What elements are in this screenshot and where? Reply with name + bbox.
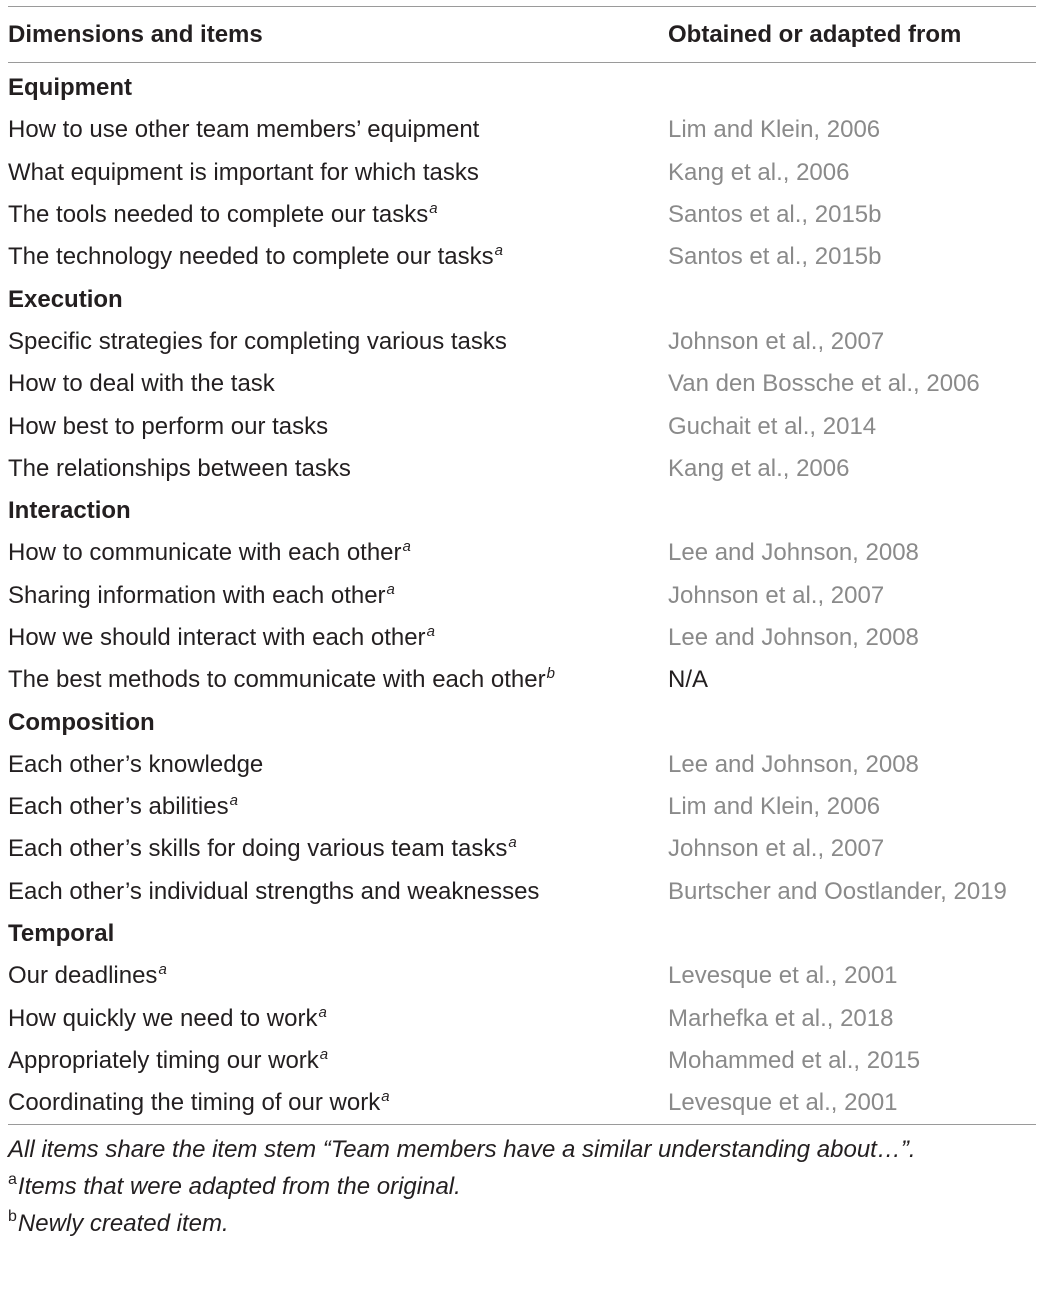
item-cell: [8, 539, 668, 567]
item-text: Each other’s knowledge: [8, 750, 264, 778]
item-cell: [8, 370, 668, 398]
table-row: [8, 744, 1036, 786]
item-text: How best to perform our tasks: [8, 412, 329, 440]
footnote-a-text: Items that were adapted from the original.: [17, 1173, 461, 1201]
section-heading-row: [8, 67, 1036, 109]
section-title: Equipment: [8, 74, 132, 102]
source-cell: Lim and Klein, 2006: [668, 116, 881, 144]
section-title: Interaction: [8, 497, 131, 525]
item-cell: [8, 328, 668, 356]
header-source: Obtained or adapted from: [668, 20, 962, 48]
item-cell: [8, 793, 668, 821]
footnote-a: [8, 1168, 1036, 1205]
source-cell: Kang et al., 2006: [668, 158, 850, 186]
section-heading-row: [8, 913, 1036, 955]
item-text: Each other’s individual strengths and weaknesses: [8, 877, 540, 905]
item-cell: [8, 878, 668, 906]
item-text: Coordinating the timing of our work: [8, 1089, 381, 1117]
item-text: Each other’s abilities: [8, 793, 229, 821]
table-footnotes: [8, 1125, 1036, 1242]
source-cell: Johnson et al., 2007: [668, 327, 885, 355]
source-cell: Guchait et al., 2014: [668, 412, 877, 440]
source-cell: Johnson et al., 2007: [668, 835, 885, 863]
item-footnote-mark: a: [381, 1088, 390, 1106]
table-row: [8, 575, 1036, 617]
table-row: [8, 236, 1036, 278]
table-row: [8, 194, 1036, 236]
item-cell: [8, 582, 668, 610]
item-text: Appropriately timing our work: [8, 1046, 319, 1074]
table-row: [8, 321, 1036, 363]
source-cell: Burtscher and Oostlander, 2019: [668, 877, 1007, 905]
section-heading-row: [8, 490, 1036, 532]
item-text: The technology needed to complete our tasks: [8, 243, 494, 271]
section-title: Composition: [8, 708, 155, 736]
source-cell: Santos et al., 2015b: [668, 201, 882, 229]
item-text: How to deal with the task: [8, 370, 275, 398]
item-text: Each other’s skills for doing various team tasks: [8, 835, 508, 863]
item-footnote-mark: a: [386, 580, 395, 598]
table-row: [8, 659, 1036, 701]
item-footnote-mark: a: [508, 834, 517, 852]
source-cell: Lim and Klein, 2006: [668, 793, 881, 821]
section-title: Execution: [8, 285, 123, 313]
item-footnote-mark: a: [426, 623, 435, 640]
item-footnote-mark: a: [158, 961, 167, 979]
source-cell: Van den Bossche et al., 2006: [668, 370, 980, 398]
source-cell: Lee and Johnson, 2008: [668, 624, 919, 651]
table-row: [8, 1082, 1036, 1124]
item-footnote-mark: a: [429, 200, 438, 218]
source-cell: Marhefka et al., 2018: [668, 1004, 894, 1032]
item-text: Specific strategies for completing various tasks: [8, 327, 507, 355]
item-text: How we should interact with each other: [8, 624, 426, 651]
item-footnote-mark: a: [319, 1045, 329, 1063]
section-heading-row: [8, 701, 1036, 743]
table-row: [8, 152, 1036, 194]
item-cell: [8, 243, 668, 271]
table-row: [8, 955, 1036, 997]
table-row: [8, 1040, 1036, 1082]
item-cell: [8, 1047, 668, 1075]
item-cell: [8, 1089, 668, 1117]
item-cell: [8, 201, 668, 229]
source-cell: Johnson et al., 2007: [668, 581, 885, 609]
item-cell: [8, 116, 668, 144]
table-row: [8, 405, 1036, 447]
table-row: [8, 617, 1036, 659]
table-header-row: [8, 7, 1036, 62]
item-cell: [8, 624, 668, 652]
item-cell: [8, 666, 668, 694]
item-cell: [8, 455, 668, 483]
item-cell: [8, 413, 668, 441]
source-cell: Lee and Johnson, 2008: [668, 539, 919, 567]
table-row: [8, 109, 1036, 151]
table-row: [8, 871, 1036, 913]
item-cell: [8, 835, 668, 863]
source-cell: N/A: [668, 666, 709, 694]
source-cell: Santos et al., 2015b: [668, 243, 882, 271]
table-row: [8, 828, 1036, 870]
source-cell: Lee and Johnson, 2008: [668, 750, 919, 778]
item-footnote-mark: a: [402, 538, 411, 556]
item-cell: [8, 751, 668, 779]
item-cell: [8, 159, 668, 187]
item-cell: [8, 962, 668, 990]
item-footnote-mark: b: [546, 665, 555, 683]
header-dimensions-items: Dimensions and items: [8, 20, 263, 48]
footnote-b: [8, 1205, 1036, 1242]
item-footnote-mark: a: [494, 242, 503, 260]
section-heading-row: [8, 278, 1036, 320]
item-text: How to use other team members’ equipment: [8, 116, 480, 144]
item-text: How quickly we need to work: [8, 1004, 318, 1032]
item-footnote-mark: a: [229, 792, 238, 810]
table-row: [8, 998, 1036, 1040]
item-cell: [8, 1005, 668, 1033]
item-text: How to communicate with each other: [8, 539, 402, 567]
item-text: Our deadlines: [8, 962, 158, 990]
source-cell: Levesque et al., 2001: [668, 962, 898, 990]
item-text: What equipment is important for which tasks: [8, 158, 479, 186]
section-title: Temporal: [8, 920, 115, 948]
footnote-a-mark: a: [8, 1171, 17, 1189]
item-footnote-mark: a: [318, 1003, 327, 1021]
source-cell: Kang et al., 2006: [668, 454, 850, 482]
items-table: [8, 6, 1036, 1242]
item-text: The relationships between tasks: [8, 454, 351, 482]
table-body: [8, 63, 1036, 1124]
table-row: [8, 786, 1036, 828]
source-cell: Mohammed et al., 2015: [668, 1046, 921, 1074]
table-row: [8, 363, 1036, 405]
table-row: [8, 532, 1036, 574]
footnote-b-text: Newly created item.: [17, 1210, 229, 1238]
item-text: The best methods to communicate with each other: [8, 666, 546, 694]
item-text: The tools needed to complete our tasks: [8, 201, 429, 229]
table-row: [8, 448, 1036, 490]
item-text: Sharing information with each other: [8, 581, 386, 609]
footnote-item-stem: All items share the item stem “Team members have a similar understanding about…”.: [8, 1136, 916, 1164]
source-cell: Levesque et al., 2001: [668, 1089, 898, 1117]
footnote-b-mark: b: [8, 1208, 17, 1226]
